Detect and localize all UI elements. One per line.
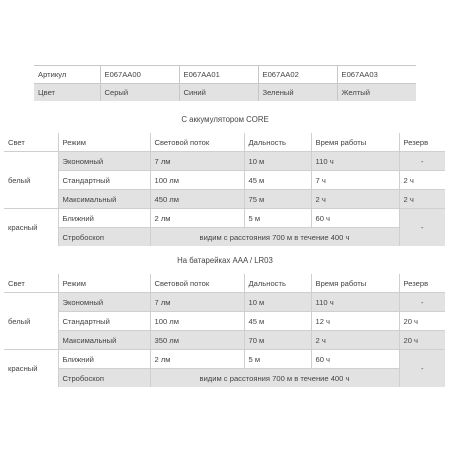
- article-code: E067AA01: [179, 66, 258, 84]
- runtime-cell: 110 ч: [311, 293, 399, 312]
- range-cell: 70 м: [244, 331, 311, 350]
- table-row: [4, 190, 445, 209]
- header-light: Свет: [8, 137, 25, 147]
- range-cell: 10 м: [244, 152, 311, 171]
- strobe-visibility-cell: видим с расстояния 700 м в течение 400 ч: [150, 369, 399, 388]
- reserve-cell: -: [399, 209, 445, 247]
- flux-cell: 2 лм: [150, 350, 244, 369]
- header-range: Дальность: [244, 133, 311, 152]
- header-reserve: Резерв: [399, 133, 445, 152]
- spec-table-aaa: [4, 274, 445, 387]
- range-cell: 5 м: [244, 209, 311, 228]
- light-red-label: красный: [4, 350, 58, 388]
- range-cell: 75 м: [244, 190, 311, 209]
- header-range: Дальность: [244, 274, 311, 293]
- range-cell: 45 м: [244, 171, 311, 190]
- mode-cell: Экономный: [58, 152, 150, 171]
- range-cell: 5 м: [244, 350, 311, 369]
- color-value: Серый: [100, 84, 179, 102]
- runtime-cell: 7 ч: [311, 171, 399, 190]
- header-mode: Режим: [58, 133, 150, 152]
- mode-cell: Стандартный: [58, 171, 150, 190]
- reserve-cell: 20 ч: [399, 331, 445, 350]
- table-row: [4, 209, 445, 228]
- article-code: E067AA02: [258, 66, 337, 84]
- table-row: [4, 171, 445, 190]
- header-flux: Световой поток: [150, 274, 244, 293]
- runtime-cell: 110 ч: [311, 152, 399, 171]
- light-red-label: красный: [4, 209, 58, 247]
- reserve-cell: -: [399, 293, 445, 312]
- flux-cell: 450 лм: [150, 190, 244, 209]
- header-light: Свет: [8, 278, 25, 288]
- mode-cell: Ближний: [58, 209, 150, 228]
- strobe-visibility-cell: видим с расстояния 700 м в течение 400 ч: [150, 228, 399, 247]
- mode-cell: Ближний: [58, 350, 150, 369]
- spec-table-core: [4, 133, 445, 246]
- header-runtime: Время работы: [311, 274, 399, 293]
- table-row: [4, 331, 445, 350]
- table-row: [4, 369, 445, 388]
- header-reserve: Резерв: [399, 274, 445, 293]
- color-row: [34, 84, 416, 102]
- runtime-cell: 60 ч: [311, 209, 399, 228]
- flux-cell: 7 лм: [150, 293, 244, 312]
- mode-cell: Максимальный: [58, 331, 150, 350]
- spec-header-row: [4, 274, 445, 293]
- article-row: [34, 66, 416, 84]
- article-code: E067AA03: [337, 66, 416, 84]
- flux-cell: 2 лм: [150, 209, 244, 228]
- reserve-cell: 2 ч: [399, 190, 445, 209]
- section-caption-core: С аккумулятором CORE: [181, 115, 269, 124]
- table-row: [4, 350, 445, 369]
- table-row: [4, 228, 445, 247]
- flux-cell: 350 лм: [150, 331, 244, 350]
- runtime-cell: 2 ч: [311, 190, 399, 209]
- table-row: [4, 293, 445, 312]
- flux-cell: 7 лм: [150, 152, 244, 171]
- mode-cell: Максимальный: [58, 190, 150, 209]
- mode-cell: Стробоскоп: [58, 228, 150, 247]
- article-label: Артикул: [34, 66, 100, 84]
- mode-cell: Экономный: [58, 293, 150, 312]
- color-value: Желтый: [337, 84, 416, 102]
- article-code: E067AA00: [100, 66, 179, 84]
- mode-cell: Стробоскоп: [58, 369, 150, 388]
- header-runtime: Время работы: [311, 133, 399, 152]
- header-mode: Режим: [58, 274, 150, 293]
- reserve-cell: 2 ч: [399, 171, 445, 190]
- flux-cell: 100 лм: [150, 171, 244, 190]
- range-cell: 45 м: [244, 312, 311, 331]
- color-value: Синий: [179, 84, 258, 102]
- flux-cell: 100 лм: [150, 312, 244, 331]
- table-row: [4, 152, 445, 171]
- table-row: [4, 312, 445, 331]
- reserve-cell: 20 ч: [399, 312, 445, 331]
- runtime-cell: 60 ч: [311, 350, 399, 369]
- mode-cell: Стандартный: [58, 312, 150, 331]
- range-cell: 10 м: [244, 293, 311, 312]
- runtime-cell: 12 ч: [311, 312, 399, 331]
- color-label: Цвет: [38, 88, 56, 97]
- spec-header-row: [4, 133, 445, 152]
- color-value: Зеленый: [258, 84, 337, 102]
- light-white-label: белый: [4, 152, 58, 209]
- reserve-cell: -: [399, 152, 445, 171]
- section-caption-aaa: На батарейках AAA / LR03: [177, 256, 273, 265]
- article-table: [34, 65, 416, 101]
- reserve-cell: -: [399, 350, 445, 388]
- light-white-label: белый: [4, 293, 58, 350]
- header-flux: Световой поток: [150, 133, 244, 152]
- runtime-cell: 2 ч: [311, 331, 399, 350]
